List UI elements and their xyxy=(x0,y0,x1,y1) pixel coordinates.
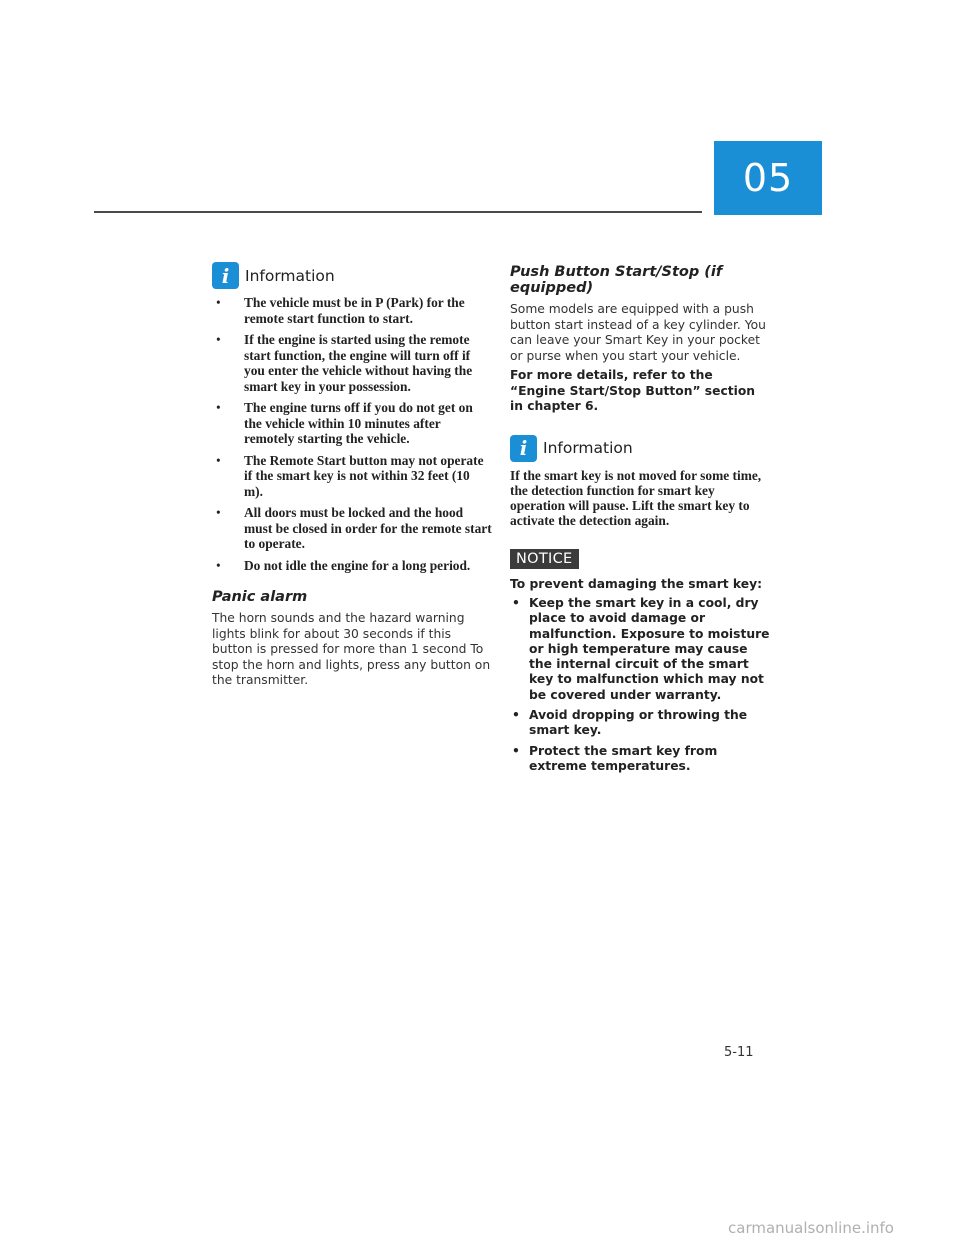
push-button-reference: For more details, refer to the “Engine Start/Stop Button” section in chapter 6. xyxy=(510,368,756,413)
panic-alarm-heading: Panic alarm xyxy=(212,589,308,605)
push-button-section xyxy=(510,264,772,415)
notice-badge: NOTICE xyxy=(510,549,579,569)
panic-alarm-text: The horn sounds and the hazard warning lights blink for about 30 seconds if this button is pressed for more than 1 second To stop the horn and lights, press any button on the transmitter. xyxy=(212,611,491,687)
list-item: • The engine turns off if you do not get on the vehicle within 10 minutes after remotely starting the vehicle. xyxy=(212,400,492,447)
list-item: • Do not idle the engine for a long period. xyxy=(212,558,492,574)
push-button-text: Some models are equipped with a push button start instead of a key cylinder. You can leave your Smart Key in your pocket or purse when you start your vehicle. xyxy=(510,302,766,363)
information-header xyxy=(212,262,492,289)
list-item: • The vehicle must be in P (Park) for the remote start function to start. xyxy=(212,295,492,326)
list-item: • Keep the smart key in a cool, dry place to avoid damage or malfunction. Exposure to moisture or high temperature may cause the internal circuit of the smart key to malfunction which may not be covered under warranty. xyxy=(510,596,772,703)
information-text: If the smart key is not moved for some time, the detection function for smart key operation will pause. Lift the smart key to activate the detection again. xyxy=(510,467,762,528)
notice-box xyxy=(510,548,772,775)
chapter-tab: 05 xyxy=(714,141,822,215)
information-box xyxy=(510,435,772,528)
information-list xyxy=(212,295,492,573)
notice-list xyxy=(510,596,772,774)
info-icon: i xyxy=(212,262,239,289)
notice-intro: To prevent damaging the smart key: xyxy=(510,576,763,591)
list-item: • Protect the smart key from extreme temperatures. xyxy=(510,744,772,775)
info-icon: i xyxy=(510,435,537,462)
panic-alarm-section xyxy=(212,589,492,689)
information-title: Information xyxy=(543,439,633,457)
header-divider xyxy=(94,211,702,213)
page-number: 5-11 xyxy=(724,1045,754,1060)
left-column xyxy=(212,262,492,693)
watermark: carmanualsonline.info xyxy=(728,1219,894,1237)
information-title: Information xyxy=(245,266,335,285)
list-item: • Avoid dropping or throwing the smart key. xyxy=(510,708,772,739)
list-item: • All doors must be locked and the hood must be closed in order for the remote start to operate. xyxy=(212,505,492,552)
push-button-heading: Push Button Start/Stop (if equipped) xyxy=(510,264,723,296)
right-column xyxy=(510,262,772,779)
list-item: • If the engine is started using the remote start function, the engine will turn off if you enter the vehicle without having the smart key in your possession. xyxy=(212,332,492,394)
information-box xyxy=(212,262,492,573)
list-item: • The Remote Start button may not operate if the smart key is not within 32 feet (10 m). xyxy=(212,453,492,500)
information-header xyxy=(510,435,772,462)
